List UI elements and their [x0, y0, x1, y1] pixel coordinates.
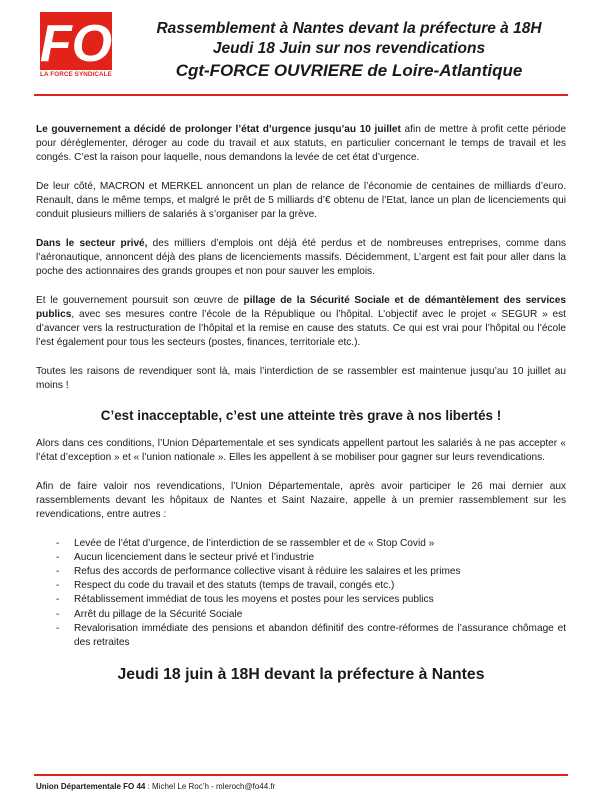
fo-logo [40, 12, 112, 82]
demand-item: - Rétablissement immédiat de tous les moyens et postes pour les services publics [56, 593, 566, 607]
footer-org: Union Départementale FO 44 [36, 782, 146, 791]
header-divider [34, 94, 568, 96]
logo-caption: LA FORCE SYNDICALE [40, 71, 112, 78]
rally-callout: Jeudi 18 juin à 18H devant la préfecture à Nantes [117, 665, 485, 683]
flyer-body [36, 123, 566, 685]
page-header [128, 18, 570, 83]
paragraph-5: Toutes les raisons de revendiquer sont là, mais l’interdiction de se rassembler est maintenue jusqu’au 10 juillet au moins ! [36, 365, 566, 391]
footer-contact: : Michel Le Roc’h - mleroch@fo44.fr [145, 782, 276, 791]
paragraph-2: De leur côté, MACRON et MERKEL annoncent un plan de relance de l’économie de centaines de milliards d’euro. Renault, dans le même temps, et malgré le prêt de 5 milliards d’€ obtenu de l’Etat, lance un plan de licenciements qui conduit plusieurs milliers de salariés à s’organiser par la grève. [36, 180, 566, 221]
header-line-1: Rassemblement à Nantes devant la préfecture à 18H [156, 20, 542, 37]
fo-logo-mark [40, 12, 112, 72]
paragraph-4-bold: pillage de la Sécurité Sociale et de démantèlement des services publics [36, 294, 566, 320]
demand-item: - Aucun licenciement dans le secteur privé et l’industrie [56, 551, 566, 565]
paragraph-1 [36, 123, 566, 165]
logo-letters: FO [40, 15, 112, 72]
paragraph-1-bold: Le gouvernement a décidé de prolonger l’état d’urgence jusqu’au 10 juillet [36, 124, 401, 135]
paragraph-4 [36, 294, 566, 350]
footer-divider [34, 774, 568, 776]
header-line-3: Cgt-FORCE OUVRIERE de Loire-Atlantique [175, 61, 523, 80]
paragraph-4-text: , avec ses mesures contre l’école de la République ou l’hôpital. L’objectif avec le projet « SEGUR » est d’avancer vers la restructuration de l’hôpital et la remise en cause des statuts. Ce qui est vrai pour l’hôpital ou l’école l’est également pour tous les secteurs (postes, finances, territoriale etc.). [36, 308, 566, 348]
paragraph-4-start: Et le gouvernement poursuit son œuvre de [36, 294, 244, 306]
paragraph-6: Alors dans ces conditions, l’Union Départementale et ses syndicats appellent partout les salariés à ne pas accepter « l’état d’exception » et « l’union nationale ». Elles les appellent à se mobiliser pour gagner sur leurs revendications. [36, 438, 566, 464]
header-line-2: Jeudi 18 Juin sur nos revendications [212, 40, 486, 57]
paragraph-3-bold: Dans le secteur privé, [36, 237, 148, 249]
paragraph-3-text: des milliers d’emplois ont déjà été perdus et de nombreuses entreprises, comme dans l’aéronautique, annoncent déjà des plans de licenciements massifs. Décidemment, L’argent est fait pour aller dans la poche des actionnaires des grands groupes et non pour sauver les emplois. [36, 237, 567, 277]
demand-item: - Refus des accords de performance collective visant à réduire les salaires et les primes [56, 565, 566, 579]
demands-list [36, 537, 566, 650]
demand-item: - Arrêt du pillage de la Sécurité Sociale [56, 608, 566, 622]
paragraph-7: Afin de faire valoir nos revendications, l’Union Départementale, après avoir participer le 26 mai dernier aux rassemblements devant les hôpitaux de Nantes et Saint Nazaire, appelle à un premier rassemblement sur les revendications, entre autres : [36, 481, 566, 521]
page-footer [36, 781, 275, 793]
demand-item: - Revalorisation immédiate des pensions et abandon définitif des contre-réformes de l’assurance chômage et des retraites [56, 622, 566, 650]
paragraph-3 [36, 237, 566, 279]
demand-item: - Respect du code du travail et des statuts (temps de travail, congés etc.) [56, 579, 566, 593]
paragraph-1-text: afin de mettre à profit cette période pour déréglementer, déroger au code du travail et aux statuts, en particulier concernant le temps de travail et les congés. C’est la raison pour laquelle, nous demandons la levée de cet état d’urgence. [36, 124, 566, 164]
demand-item: - Levée de l’état d’urgence, de l’interdiction de se rassembler et de « Stop Covid » [56, 537, 566, 551]
statement-heading: C’est inacceptable, c’est une atteinte très grave à nos libertés ! [100, 408, 502, 424]
